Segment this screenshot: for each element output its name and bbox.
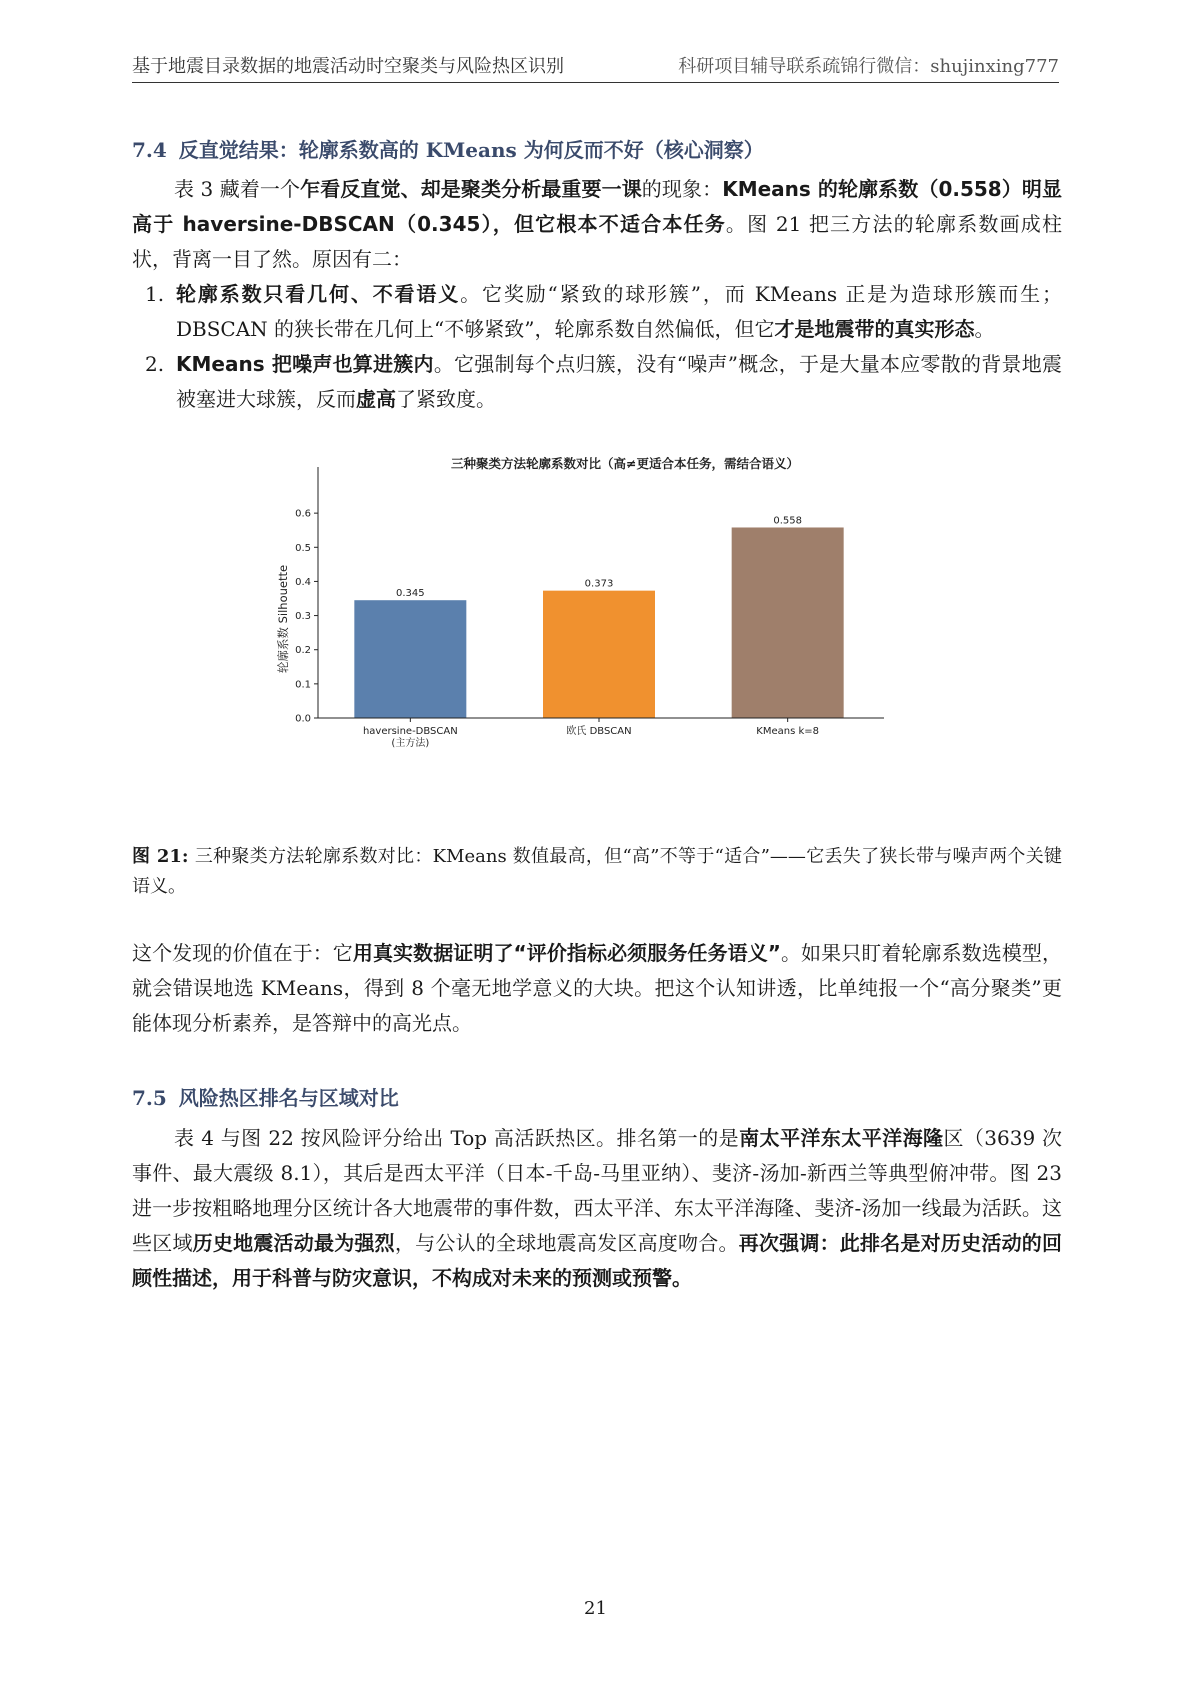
y-tick-label: 0.0 — [295, 713, 311, 725]
reasons-list — [145, 277, 1062, 417]
header-contact: 科研项目辅导联系疏锦行微信：shujinxing777 — [678, 56, 1059, 77]
y-axis-ticks — [295, 509, 318, 725]
body-text: 了紧致度。 — [396, 387, 496, 411]
x-tick-label: KMeans k=8 — [756, 726, 820, 737]
body-text: 。图 21 把三方法的轮廓系数画成柱状，背离一目了然。原因有二： — [132, 212, 1062, 271]
bar-value-label: 0.345 — [396, 588, 425, 600]
emphasis-text: 历史地震活动最为强烈 — [192, 1231, 395, 1255]
running-header — [132, 52, 1059, 83]
emphasis-text: 再次强调：此排名是对历史活动的回顾性描述，用于科普与防灾意识，不构成对未来的预测或预警。 — [132, 1231, 1063, 1290]
section-7-5-heading — [132, 1082, 399, 1111]
emphasis-text: 虚高 — [356, 387, 396, 411]
figure-caption-text: 三种聚类方法轮廓系数对比：KMeans 数值最高，但“高”不等于“适合”——它丢失了狭长带与噪声两个关键语义。 — [132, 846, 1062, 897]
y-tick-label: 0.3 — [295, 611, 311, 623]
bar-value-label: 0.373 — [584, 578, 614, 590]
emphasis-text: KMeans 的轮廓系数（0.558）明显高于 haversine-DBSCAN（0.345），但它根本不适合本任务 — [132, 177, 1063, 236]
figure-caption — [132, 842, 1062, 902]
header-title: 基于地震目录数据的地震活动时空聚类与风险热区识别 — [132, 56, 564, 77]
x-tick-label: haversine-DBSCAN — [362, 726, 458, 737]
emphasis-text: 南太平洋东太平洋海隆 — [739, 1126, 944, 1150]
bars-group — [354, 527, 843, 718]
bar — [732, 527, 844, 718]
list-number: 2. — [145, 352, 165, 376]
bar-value-label: 0.558 — [773, 515, 802, 527]
chart-canvas — [270, 450, 930, 820]
emphasis-text: KMeans 把噪声也算进簇内 — [176, 352, 434, 376]
y-tick-label: 0.4 — [295, 576, 311, 588]
reason-item — [145, 277, 1062, 347]
bar — [354, 600, 466, 718]
x-tick-label: 欧氏 DBSCAN — [566, 726, 632, 737]
body-text: ，与公认的全球地震高发区高度吻合。 — [394, 1231, 739, 1255]
chart-y-axis-label: 轮廓系数 Silhouette — [276, 564, 290, 674]
x-tick-label: (主方法) — [391, 738, 430, 749]
silhouette-bar-chart — [270, 450, 930, 820]
body-text: 表 3 藏着一个 — [174, 177, 301, 201]
body-text: 区（3639 次事件、最大震级 8.1），其后是西太平洋（日本-千岛-马里亚纳）、斐济-汤加-新西兰等典型俯冲带。图 23 进一步按粗略地理分区统计各大地震带的事件数，西太平洋、东太平洋海隆、斐济-汤加一线最为活跃。这些区域 — [132, 1126, 1062, 1255]
section-7-4-heading — [132, 134, 764, 163]
body-text: 的现象： — [641, 177, 723, 201]
emphasis-text: 用真实数据证明了“评价指标必须服务任务语义” — [352, 941, 781, 965]
x-axis-ticks — [363, 718, 819, 749]
section-number: 7.4 — [132, 138, 167, 162]
page-number: 21 — [584, 1598, 607, 1619]
body-text: 。 — [974, 317, 995, 341]
body-text: 。如果只盯着轮廓系数选模型，就会错误地选 KMeans，得到 8 个毫无地学意义的大块。把这个认知讲透，比单纯报一个“高分聚类”更能体现分析素养，是答辩中的高光点。 — [132, 941, 1063, 1035]
y-tick-label: 0.6 — [295, 508, 311, 520]
body-text: 这个发现的价值在于：它 — [132, 941, 353, 965]
list-number: 1. — [145, 282, 165, 306]
section-7-4-paragraph — [132, 172, 1062, 277]
body-text: 表 4 与图 22 按风险评分给出 Top 高活跃热区。排名第一的是 — [174, 1126, 740, 1150]
figure-label: 图 21: — [132, 846, 189, 867]
finding-paragraph — [132, 936, 1062, 1041]
section-title: 反直觉结果：轮廓系数高的 KMeans 为何反而不好（核心洞察） — [178, 138, 764, 162]
list-item-text — [176, 352, 1062, 411]
section-number: 7.5 — [132, 1086, 167, 1110]
section-7-5-paragraph — [132, 1121, 1062, 1296]
body-text: 。它奖励“紧致的球形簇”，而 KMeans 正是为造球形簇而生；DBSCAN 的狭长带在几何上“不够紧致”，轮廓系数自然偏低，但它 — [176, 282, 1062, 341]
y-tick-label: 0.2 — [295, 645, 311, 657]
y-tick-label: 0.1 — [295, 679, 311, 691]
bar — [543, 591, 655, 718]
y-tick-label: 0.5 — [295, 542, 311, 554]
emphasis-text: 乍看反直觉、却是聚类分析最重要一课 — [300, 177, 642, 201]
emphasis-text: 才是地震带的真实形态 — [774, 317, 975, 341]
reason-item — [145, 347, 1062, 417]
chart-title: 三种聚类方法轮廓系数对比（高≠更适合本任务，需结合语义） — [451, 456, 799, 471]
body-text: 。它强制每个点归簇，没有“噪声”概念，于是大量本应零散的背景地震被塞进大球簇，反而 — [176, 352, 1062, 411]
section-title: 风险热区排名与区域对比 — [178, 1086, 399, 1110]
list-item-text — [176, 282, 1062, 341]
emphasis-text: 轮廓系数只看几何、不看语义 — [176, 282, 461, 306]
